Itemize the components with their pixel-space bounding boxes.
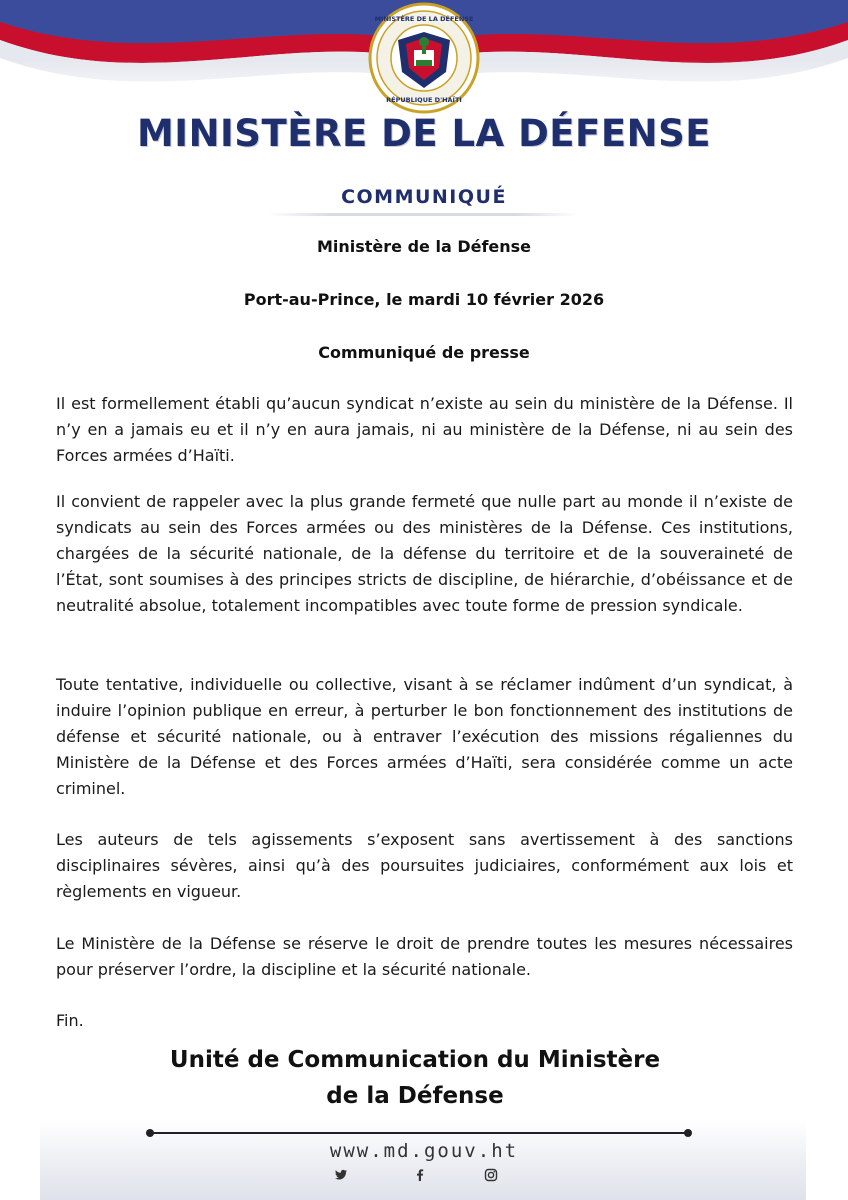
document-type-underline — [268, 213, 578, 216]
body-paragraph-3: Toute tentative, individuelle ou collective, visant à se réclamer indûment d’un syndicat, à induire l’opinion publique en erreur, à perturber le bon fonctionnement des institutions de défense et sécurité nationale, ou à entraver l’exécution des missions régaliennes du Ministère de la Défense et des Forces armées d’Haïti, sera considérée comme un acte criminel. — [56, 675, 793, 798]
footer-rule-dot-right — [684, 1129, 692, 1137]
body-paragraph-1: Il est formellement établi qu’aucun syndicat n’existe au sein du ministère de la Défense. Il n’y en a jamais eu et il n’y en aura jamais, ni au ministère de la Défense, ni au sein des Forces armées d’Haïti. — [56, 394, 793, 465]
instagram-icon[interactable] — [484, 1168, 498, 1182]
ministry-seal — [368, 2, 480, 114]
body-paragraph-5: Le Ministère de la Défense se réserve le droit de prendre toutes les mesures nécessaires pour préserver l’ordre, la discipline et la sécurité nationale. — [56, 934, 793, 979]
facebook-icon[interactable] — [413, 1168, 427, 1182]
signature-line-2: de la Défense — [326, 1083, 504, 1109]
place-date-line: Port-au-Prince, le mardi 10 février 2026 — [243, 290, 605, 309]
website-link[interactable]: www.md.gouv.ht — [329, 1140, 519, 1162]
twitter-icon[interactable] — [334, 1168, 348, 1182]
document-type-label: COMMUNIQUÉ — [341, 186, 507, 208]
issuer-line: Ministère de la Défense — [316, 237, 532, 256]
seal-bottom-text: RÉPUBLIQUE D'HAÏTI — [386, 96, 462, 104]
subject-line: Communiqué de presse — [318, 343, 530, 362]
ministry-title: MINISTÈRE DE LA DÉFENSE — [136, 112, 711, 155]
body-paragraph-2: Il convient de rappeler avec la plus grande fermeté que nulle part au monde il n’existe de syndicats au sein des Forces armées ou des ministères de la Défense. Ces institutions, chargées de la sécurité nationale, de la défense du territoire et de la souveraineté de l’État, sont soumises à des principes stricts de discipline, de hiérarchie, d’obéissance et de neutralité absolue, totalement incompatibles avec toute forme de pression syndicale. — [56, 492, 793, 615]
signature-block — [0, 1042, 830, 1114]
seal-top-text: MINISTÈRE DE LA DÉFENSE — [374, 15, 474, 23]
signature-line-1: Unité de Communication du Ministère — [169, 1047, 661, 1073]
body-paragraph-4: Les auteurs de tels agissements s’exposent sans avertissement à des sanctions disciplinaires sévères, ainsi qu’à des poursuites judiciaires, conformément aux lois et règlements en vigueur. — [56, 830, 793, 901]
footer-rule — [150, 1132, 688, 1134]
closing-fin: Fin. — [56, 1011, 84, 1030]
